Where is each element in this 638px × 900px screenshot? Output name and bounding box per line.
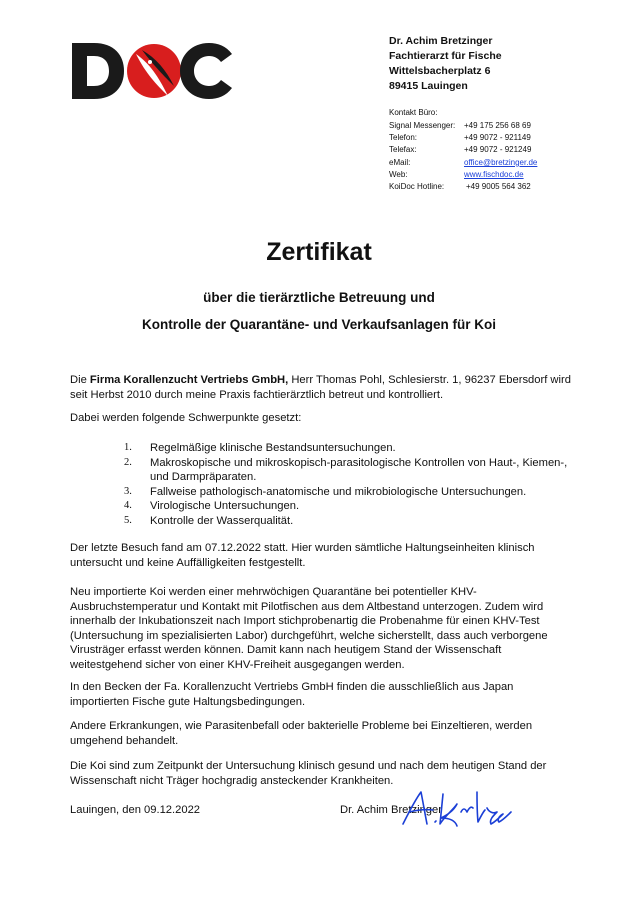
list-text: Kontrolle der Wasserqualität. bbox=[150, 514, 294, 527]
contact-value: +49 175 256 68 69 bbox=[464, 121, 531, 130]
contact-label: eMail: bbox=[389, 157, 411, 167]
paragraph-quarantine: Neu importierte Koi werden einer mehrwöchigen Quarantäne bei potentieller KHV-Ausbruchstemperatur und Kontakt mit Pilotfischen aus dem Altbestand unterzogen. Zudem wird innerhalb der Inkubationszeit nach Import stichprobenartig die Probenahme für einen KHV-Test (Untersuchung im spezialisierten Labor) durchgeführt, welche sicherstellt, dass auch verborgene Virusträger erfasst werden können. Damit kann nach heutigem Stand der Wissenschaft weitestgehend sicher von einer KHV-Freiheit ausgegangen werden. bbox=[70, 586, 548, 671]
contact-label: Telefax: bbox=[389, 145, 417, 155]
contact-row-signal bbox=[389, 120, 537, 132]
street: Wittelsbacherplatz 6 bbox=[389, 65, 491, 77]
doctor-name: Dr. Achim Bretzinger bbox=[389, 35, 493, 47]
list-item bbox=[124, 441, 574, 456]
intro-prefix: Die bbox=[70, 374, 90, 386]
web-link[interactable]: www.fischdoc.de bbox=[464, 169, 524, 179]
contact-title: Kontakt Büro: bbox=[389, 108, 438, 117]
contact-value: +49 9072 - 921149 bbox=[464, 133, 531, 143]
document-title: Zertifikat bbox=[266, 238, 372, 266]
paragraph-focus: Dabei werden folgende Schwerpunkte gesetzt: bbox=[70, 412, 302, 424]
header-address bbox=[389, 34, 502, 94]
list-item bbox=[124, 499, 574, 514]
doctor-role: Fachtierarzt für Fische bbox=[389, 50, 502, 62]
contact-value: +49 9005 564 362 bbox=[466, 182, 531, 192]
contact-label: Telefon: bbox=[389, 133, 418, 143]
contact-label: KoiDoc Hotline: bbox=[389, 182, 445, 192]
list-number: 1. bbox=[124, 442, 132, 453]
contact-label: Signal Messenger: bbox=[389, 121, 456, 130]
list-text: Fallweise pathologisch-anatomische und mikrobiologische Untersuchungen. bbox=[150, 485, 527, 498]
list-text: Regelmäßige klinische Bestandsuntersuchungen. bbox=[150, 442, 396, 454]
signature-image bbox=[395, 782, 515, 832]
contact-row-email bbox=[389, 157, 537, 169]
list-number: 2. bbox=[124, 456, 132, 468]
list-text: Makroskopische und mikroskopisch-parasitologische Kontrollen von Haut-, Kiemen-, und Darmpräparaten. bbox=[150, 456, 568, 484]
contact-row-hotline bbox=[389, 181, 537, 193]
document-subtitle-2: Kontrolle der Quarantäne- und Verkaufsanlagen für Koi bbox=[141, 317, 497, 332]
paragraph-treatment: Andere Erkrankungen, wie Parasitenbefall oder bakterielle Probleme bei Einzeltieren, werden umgehend behandelt. bbox=[70, 720, 533, 747]
contact-value: +49 9072 - 921249 bbox=[464, 145, 532, 155]
city: 89415 Lauingen bbox=[389, 80, 468, 92]
contact-row-fax bbox=[389, 144, 537, 156]
list-item bbox=[124, 485, 574, 500]
list-item bbox=[124, 514, 574, 529]
contact-row-web bbox=[389, 169, 537, 181]
list-text: Virologische Untersuchungen. bbox=[150, 500, 300, 513]
paragraph-intro bbox=[70, 373, 575, 402]
email-link[interactable]: office@bretzinger.de bbox=[464, 157, 538, 167]
list-number: 3. bbox=[124, 485, 132, 497]
contact-block bbox=[389, 120, 537, 193]
list-item bbox=[124, 456, 574, 485]
place-date: Lauingen, den 09.12.2022 bbox=[70, 804, 201, 816]
signer-name: Dr. Achim Bretzinger bbox=[340, 804, 442, 816]
paragraph-conclusion: Die Koi sind zum Zeitpunkt der Untersuchung klinisch gesund und nach dem heutigen Stand der Wissenschaft nicht Träger hochgradig ansteckender Krankheiten. bbox=[70, 760, 547, 787]
document-subtitle-1: über die tierärztliche Betreuung und bbox=[203, 290, 435, 305]
paragraph-last-visit: Der letzte Besuch fand am 07.12.2022 statt. Hier wurden sämtliche Haltungseinheiten klinisch untersucht und keine Auffälligkeiten festgestellt. bbox=[70, 542, 535, 569]
company-name: Firma Korallenzucht Vertriebs GmbH, bbox=[89, 374, 289, 386]
intro-rest: Herr Thomas Pohl, Schlesierstr. 1, 96237 Ebersdorf wird seit Herbst 2010 durch meine Praxis fachtierärztlich betreut und kontrolliert. bbox=[70, 374, 571, 401]
paragraph-conditions: In den Becken der Fa. Korallenzucht Vertriebs GmbH finden die ausschließlich aus Japan importierten Fische gute Haltungsbedingungen. bbox=[70, 681, 514, 708]
doc-logo bbox=[70, 40, 235, 102]
list-number: 5. bbox=[124, 514, 132, 526]
contact-label: Web: bbox=[389, 169, 408, 179]
contact-row-phone bbox=[389, 132, 537, 144]
list-number: 4. bbox=[124, 500, 132, 512]
focus-list bbox=[124, 441, 574, 529]
